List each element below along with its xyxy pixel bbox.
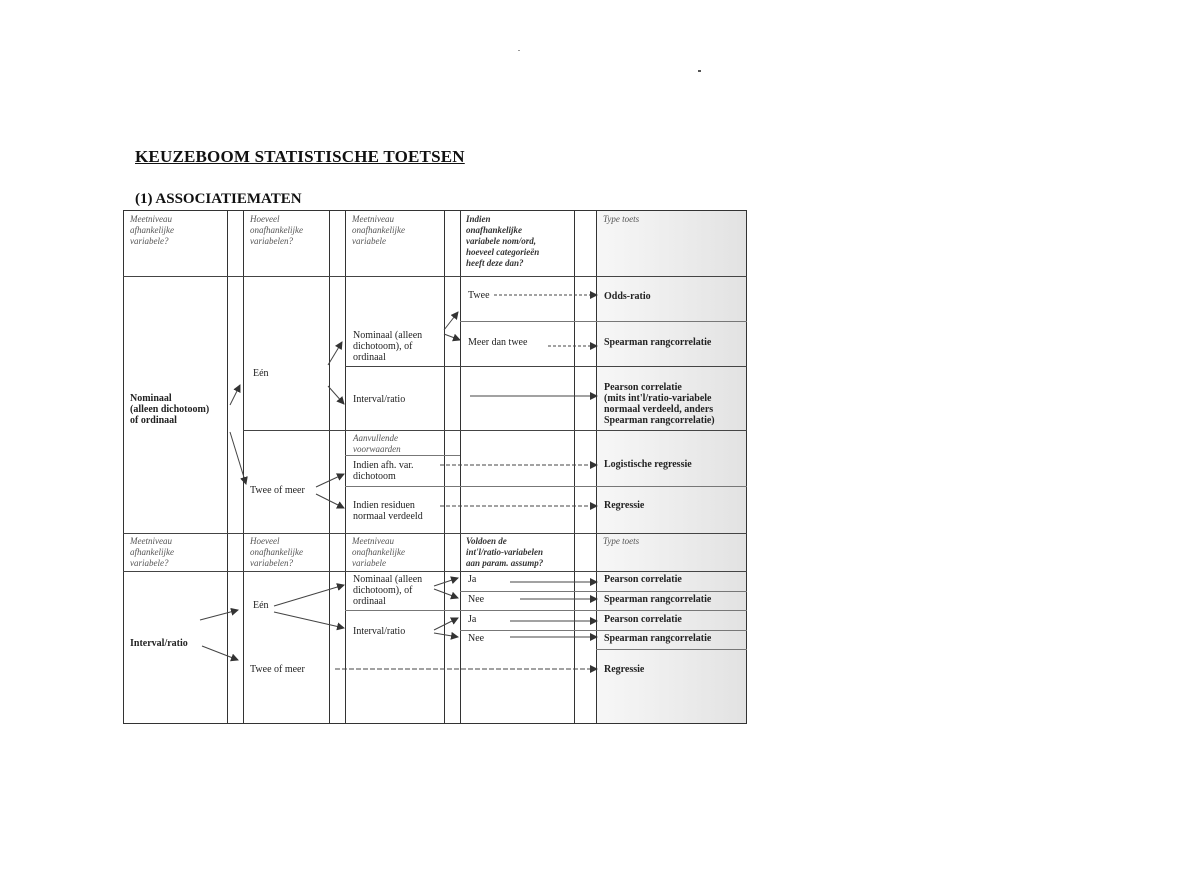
assumption-yes-2: Ja xyxy=(468,614,477,625)
header2-independent-level: Meetniveau onafhankelijke variabele xyxy=(352,536,405,568)
arrow-line xyxy=(444,334,460,340)
arrow-line xyxy=(434,589,458,598)
section-title: (1) ASSOCIATIEMATEN xyxy=(135,191,302,207)
dependent-nominal-label: Nominaal (alleen dichotoom) of ordinaal xyxy=(130,393,210,426)
arrow-line xyxy=(434,578,458,586)
header2-test-type: Type toets xyxy=(603,536,640,546)
arrow-line xyxy=(434,633,458,637)
categories-two-label: Twee xyxy=(468,290,490,301)
header-independent-count: Hoeveel onafhankelijke variabelen? xyxy=(250,214,303,246)
result-pearson-note: Pearson correlatie (mits int'l/ratio-variabele normaal verdeeld, anders Spearman rangcorrelatie) xyxy=(604,382,715,426)
scan-speck xyxy=(698,70,701,72)
condition-dichotomous-label: Indien afh. var. dichotoom xyxy=(353,460,414,482)
arrow-line xyxy=(202,646,238,660)
result2-spearman-1: Spearman rangcorrelatie xyxy=(604,594,712,605)
count2-more-label: Twee of meer xyxy=(250,664,305,675)
indep-interval-label: Interval/ratio xyxy=(353,394,406,405)
result-spearman: Spearman rangcorrelatie xyxy=(604,337,712,348)
header-dependent-level: Meetniveau afhankelijke variabele? xyxy=(130,214,174,246)
categories-more-label: Meer dan twee xyxy=(468,337,528,348)
result2-regression: Regressie xyxy=(604,664,645,675)
arrow-line xyxy=(274,585,344,606)
assumption-no-1: Nee xyxy=(468,594,485,605)
header2-independent-count: Hoeveel onafhankelijke variabelen? xyxy=(250,536,303,568)
arrow-line xyxy=(316,474,344,487)
assumption-yes-1: Ja xyxy=(468,574,477,585)
header2-assumptions: Voldoen de int'l/ratio-variabelen aan param. assump? xyxy=(466,536,544,568)
result2-spearman-2: Spearman rangcorrelatie xyxy=(604,633,712,644)
document-title: KEUZEBOOM STATISTISCHE TOETSEN xyxy=(135,147,465,166)
result2-pearson-1: Pearson correlatie xyxy=(604,574,682,585)
result-logistic-regression: Logistische regressie xyxy=(604,459,692,470)
count-more-label: Twee of meer xyxy=(250,485,305,496)
arrow-line xyxy=(434,618,458,630)
arrow-line xyxy=(200,610,238,620)
arrow-line xyxy=(444,312,458,330)
indep-nominal-label: Nominaal (alleen dichotoom), of ordinaal xyxy=(353,330,423,363)
assumption-no-2: Nee xyxy=(468,633,485,644)
indep2-interval-label: Interval/ratio xyxy=(353,626,406,637)
header-independent-level: Meetniveau onafhankelijke variabele xyxy=(352,214,405,246)
dependent-interval-label: Interval/ratio xyxy=(130,638,188,649)
arrow-line xyxy=(230,385,240,405)
header2-dependent-level: Meetniveau afhankelijke variabele? xyxy=(130,536,174,568)
arrow-line xyxy=(316,494,344,508)
scan-speck xyxy=(518,50,520,51)
count2-one-label: Eén xyxy=(253,600,269,611)
header-test-type: Type toets xyxy=(603,214,640,224)
header-categories: Indien onafhankelijke variabele nom/ord, hoeveel categorieën heeft deze dan? xyxy=(466,214,540,268)
condition-normal-label: Indien residuen normaal verdeeld xyxy=(353,500,423,522)
arrow-line xyxy=(328,342,342,365)
indep2-nominal-label: Nominaal (alleen dichotoom), of ordinaal xyxy=(353,574,423,607)
result-odds-ratio: Odds-ratio xyxy=(604,291,651,302)
result-regression: Regressie xyxy=(604,500,645,511)
conditions-label: Aanvullende voorwaarden xyxy=(353,433,401,454)
arrow-line xyxy=(230,432,246,484)
arrow-line xyxy=(274,612,344,628)
count-one-label: Eén xyxy=(253,368,269,379)
result2-pearson-2: Pearson correlatie xyxy=(604,614,682,625)
arrow-line xyxy=(328,386,344,404)
